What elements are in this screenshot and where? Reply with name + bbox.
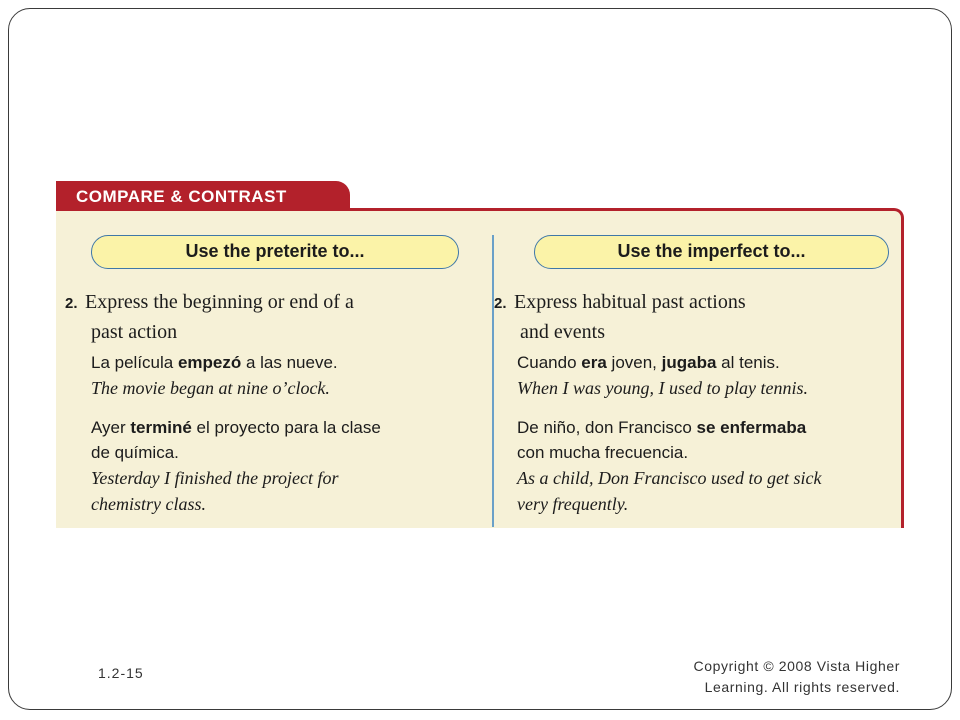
rule-number: 2. xyxy=(494,295,507,312)
rule-number: 2. xyxy=(65,295,78,312)
heading-line-1: Express habitual past actions xyxy=(514,291,746,313)
imperfect-example-1 xyxy=(517,350,917,401)
english-translation: Yesterday I finished the project for chemistry class. xyxy=(91,468,339,514)
preterite-rule-heading xyxy=(65,288,485,346)
verb-highlight: empezó xyxy=(177,353,242,372)
imperfect-rule-heading xyxy=(494,288,894,346)
heading-line-2: past action xyxy=(91,321,178,343)
compare-panel xyxy=(56,208,904,528)
slide-number: 1.2-15 xyxy=(98,665,144,681)
preterite-example-1 xyxy=(91,350,491,401)
spanish-sentence: Cuando era joven, jugaba al tenis. xyxy=(517,353,780,372)
english-translation: As a child, Don Francisco used to get sick very frequently. xyxy=(517,468,822,514)
heading-line-1: Express the beginning or end of a xyxy=(85,291,354,313)
spanish-sentence: De niño, don Francisco se enfermaba con mucha frecuencia. xyxy=(517,418,807,462)
imperfect-example-2 xyxy=(517,415,917,517)
verb-highlight: terminé xyxy=(130,418,192,437)
copyright-notice: Copyright © 2008 Vista Higher Learning. All rights reserved. xyxy=(693,658,900,695)
verb-highlight: era xyxy=(581,353,607,372)
preterite-example-2 xyxy=(91,415,491,517)
verb-highlight: jugaba xyxy=(661,353,717,372)
preterite-pill: Use the preterite to... xyxy=(91,235,459,269)
tab-label: COMPARE & CONTRAST xyxy=(76,187,287,206)
column-divider xyxy=(492,235,494,527)
spanish-sentence: La película empezó a las nueve. xyxy=(91,353,338,372)
imperfect-pill: Use the imperfect to... xyxy=(534,235,889,269)
english-translation: The movie began at nine o’clock. xyxy=(91,378,330,398)
compare-contrast-tab xyxy=(56,181,350,211)
heading-line-2: and events xyxy=(520,321,605,343)
verb-highlight: se enfermaba xyxy=(696,418,807,437)
spanish-sentence: Ayer terminé el proyecto para la clase de química. xyxy=(91,418,381,462)
english-translation: When I was young, I used to play tennis. xyxy=(517,378,808,398)
